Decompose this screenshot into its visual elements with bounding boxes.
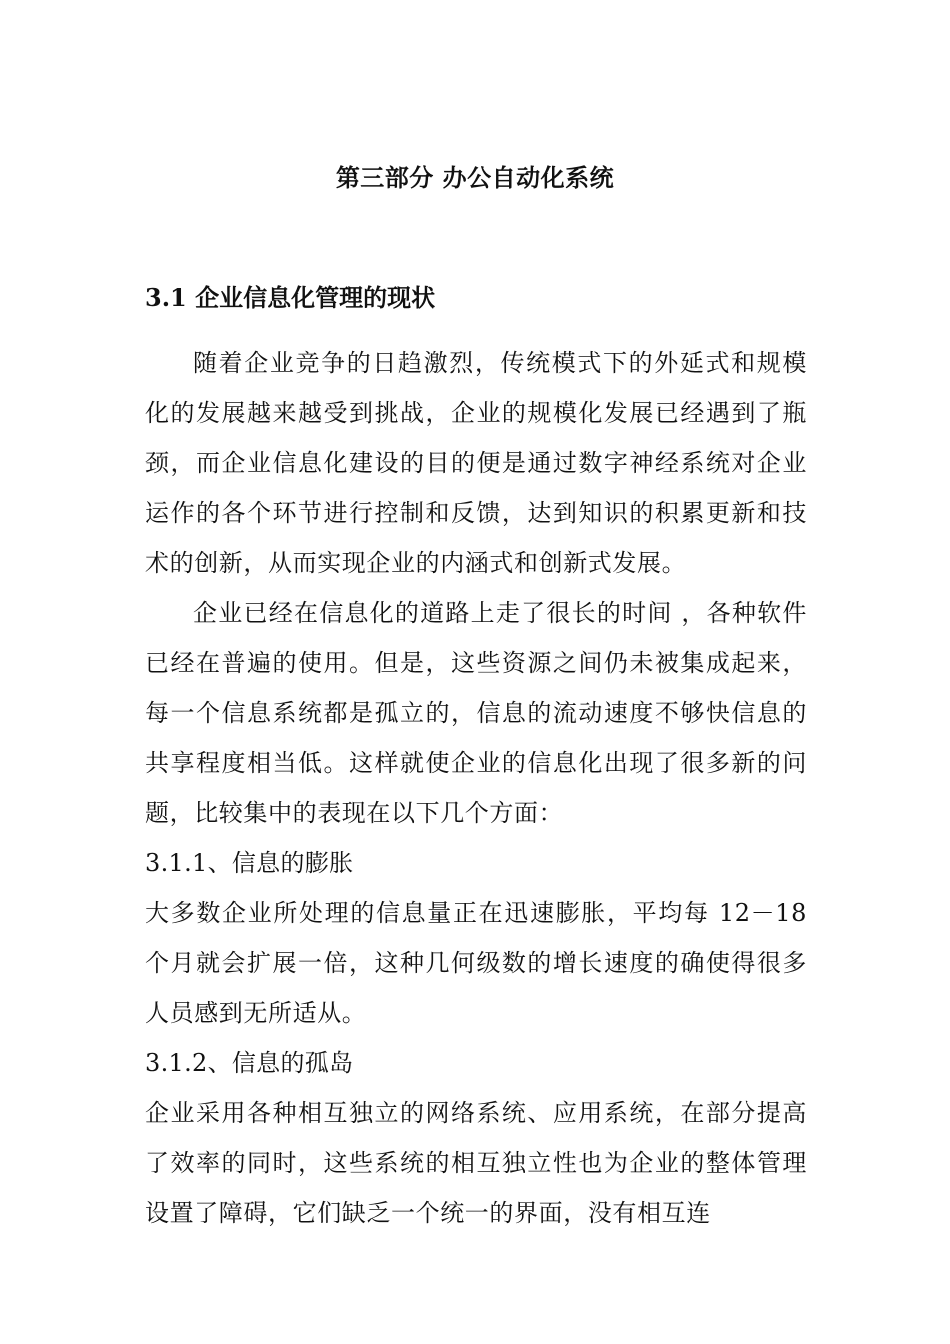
document-body (145, 280, 807, 1238)
subsection-heading-information-islands: 3.1.2、信息的孤岛 (145, 1049, 354, 1077)
document-title: 第三部分 办公自动化系统 (335, 163, 615, 192)
subsection-text-information-expansion: 大多数企业所处理的信息量正在迅速膨胀，平均每 12－18 个月就会扩展一倍，这种几何级数的增长速度的确使得很多人员感到无所适从。 (145, 899, 807, 1027)
paragraph-2: 企业已经在信息化的道路上走了很长的时间 ，各种软件已经在普遍的使用。但是，这些资源之间仍未被集成起来，每一个信息系统都是孤立的，信息的流动速度不够快信息的共享程度相当低。这样就使企业的信息化出现了很多新的问题，比较集中的表现在以下几个方面： (145, 599, 807, 827)
paragraph-1: 随着企业竞争的日趋激烈，传统模式下的外延式和规模化的发展越来越受到挑战，企业的规模化发展已经遇到了瓶颈，而企业信息化建设的目的便是通过数字神经系统对企业运作的各个环节进行控制和反馈，达到知识的积累更新和技术的创新，从而实现企业的内涵式和创新式发展。 (145, 349, 807, 577)
section-heading: 3.1 企业信息化管理的现状 (145, 283, 436, 312)
subsection-text-information-islands: 企业采用各种相互独立的网络系统、应用系统，在部分提高了效率的同时，这些系统的相互独立性也为企业的整体管理设置了障碍，它们缺乏一个统一的界面，没有相互连 (145, 1099, 807, 1227)
subsection-heading-information-expansion: 3.1.1、信息的膨胀 (145, 849, 354, 877)
